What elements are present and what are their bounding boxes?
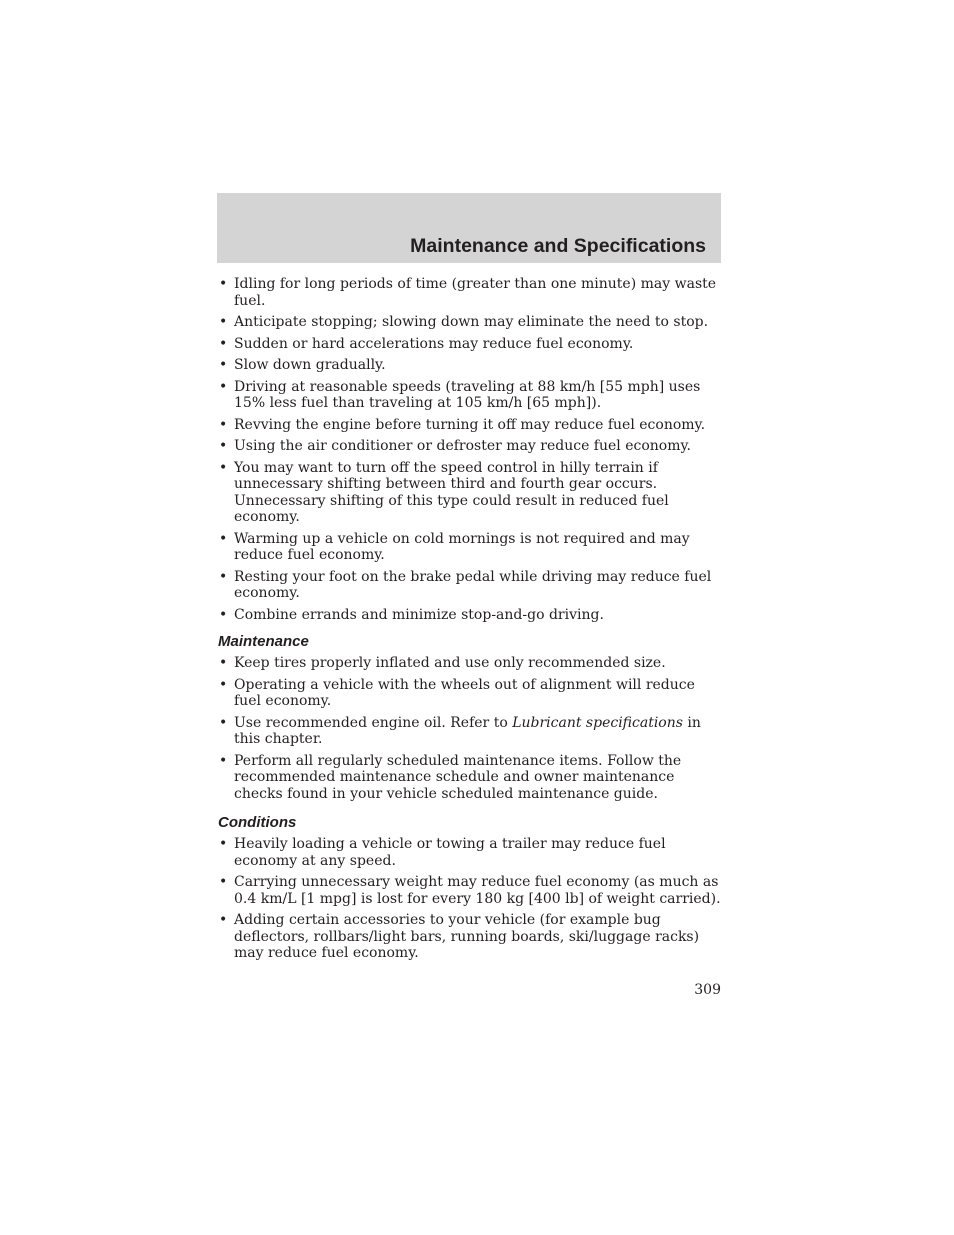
- page-number: 309: [694, 982, 721, 998]
- list-item: • Adding certain accessories to your vehicle (for example bug deflectors, rollbars/light bars, running boards, ski/luggage racks) may reduce fuel economy.: [217, 912, 721, 962]
- list-item: • Revving the engine before turning it off may reduce fuel economy.: [217, 417, 721, 434]
- list-item: • You may want to turn off the speed control in hilly terrain if unnecessary shifting between third and fourth gear occurs. Unnecessary shifting of this type could result in reduced fuel economy.: [217, 460, 721, 526]
- conditions-section: [217, 814, 721, 967]
- maintenance-section: [217, 633, 721, 807]
- oil-item-text-after: in this chapter.: [234, 714, 701, 747]
- list-item: • Resting your foot on the brake pedal while driving may reduce fuel economy.: [217, 569, 721, 602]
- list-item-engine-oil: [217, 715, 721, 748]
- conditions-list: [217, 836, 721, 962]
- list-item: • Perform all regularly scheduled maintenance items. Follow the recommended maintenance schedule and owner maintenance checks found in your vehicle scheduled maintenance guide.: [217, 753, 721, 803]
- driving-habits-section: [217, 276, 721, 628]
- list-item: • Heavily loading a vehicle or towing a trailer may reduce fuel economy at any speed.: [217, 836, 721, 869]
- list-item: • Driving at reasonable speeds (traveling at 88 km/h [55 mph] uses 15% less fuel than traveling at 105 km/h [65 mph]).: [217, 379, 721, 412]
- driving-habits-list: [217, 276, 721, 623]
- list-item: • Anticipate stopping; slowing down may eliminate the need to stop.: [217, 314, 721, 331]
- list-item: • Using the air conditioner or defroster may reduce fuel economy.: [217, 438, 721, 455]
- section-heading-maintenance: Maintenance: [218, 633, 309, 650]
- section-heading-conditions: Conditions: [218, 814, 297, 831]
- header-band: [217, 193, 721, 263]
- list-item: • Warming up a vehicle on cold mornings is not required and may reduce fuel economy.: [217, 531, 721, 564]
- oil-item-text-before: Use recommended engine oil. Refer to: [234, 714, 513, 731]
- page-title: Maintenance and Specifications: [410, 235, 706, 257]
- list-item: • Keep tires properly inflated and use only recommended size.: [217, 655, 721, 672]
- lubricant-specifications-reference: Lubricant specifications: [512, 714, 683, 731]
- list-item: • Combine errands and minimize stop-and-go driving.: [217, 607, 721, 624]
- list-item: • Sudden or hard accelerations may reduce fuel economy.: [217, 336, 721, 353]
- list-item: • Idling for long periods of time (greater than one minute) may waste fuel.: [217, 276, 721, 309]
- list-item: • Carrying unnecessary weight may reduce fuel economy (as much as 0.4 km/L [1 mpg] is lost for every 180 kg [400 lb] of weight carried).: [217, 874, 721, 907]
- list-item: • Slow down gradually.: [217, 357, 721, 374]
- maintenance-list: [217, 655, 721, 802]
- list-item: • Operating a vehicle with the wheels out of alignment will reduce fuel economy.: [217, 677, 721, 710]
